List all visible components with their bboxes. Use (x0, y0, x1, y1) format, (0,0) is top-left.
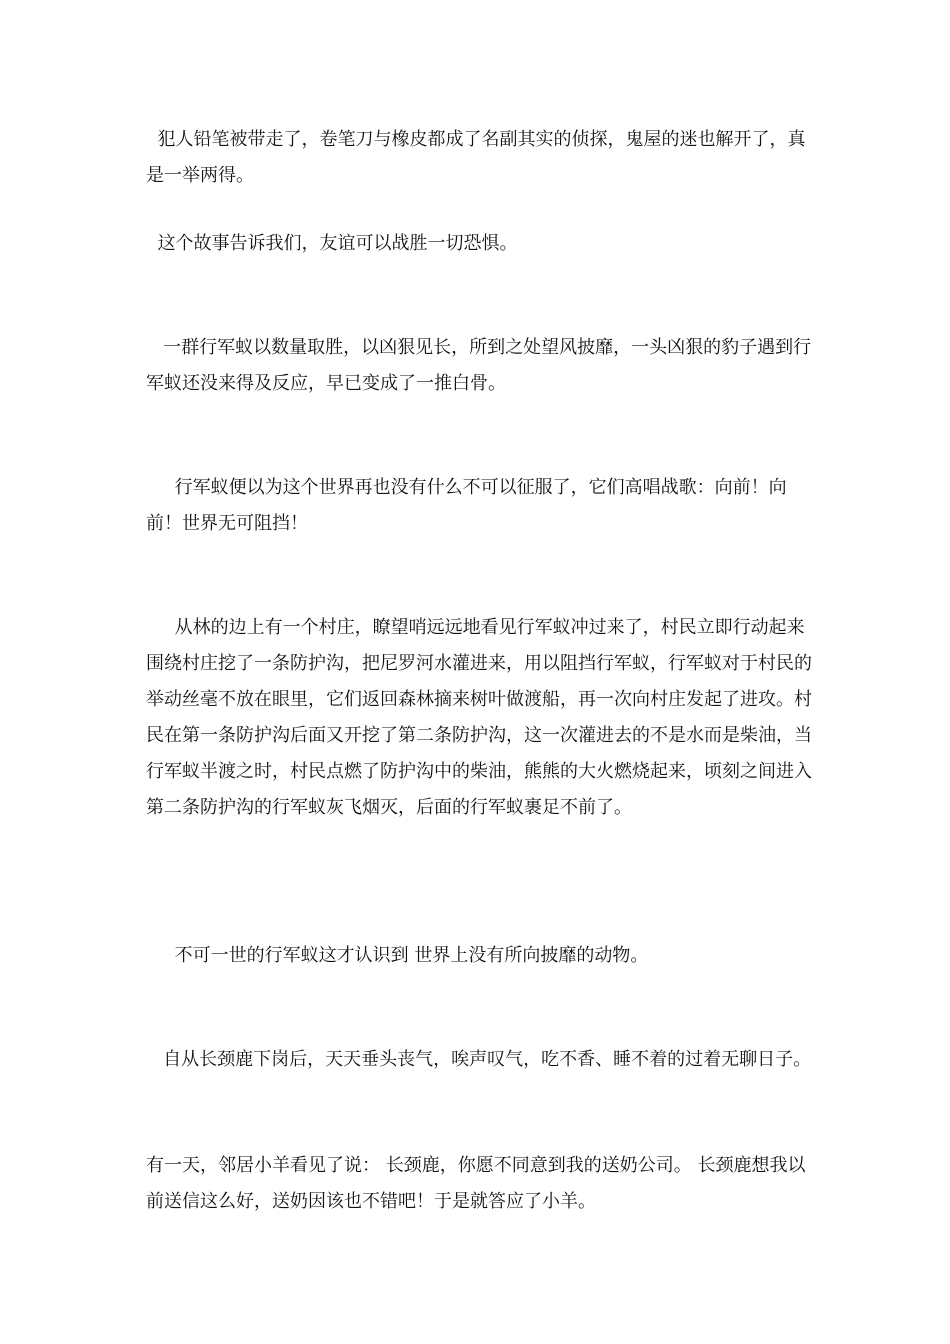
paragraph-village-defense: 从林的边上有一个村庄，瞭望哨远远地看见行军蚁冲过来了，村民立即行动起来围绕村庄挖了一条防护沟，把尼罗河水灌进来，用以阻挡行军蚁，行军蚁对于村民的举动丝毫不放在眼里，它们返回森林摘来树叶做渡船，再一次向村庄发起了进攻。村民在第一条防护沟后面又开挖了第二条防护沟，这一次灌进去的不是水而是柴油，当行军蚁半渡之时，村民点燃了防护沟中的柴油，熊熊的大火燃烧起来，顷刻之间进入第二条防护沟的行军蚁灰飞烟灭，后面的行军蚁裹足不前了。 (146, 617, 812, 818)
paragraph-giraffe-intro: 自从长颈鹿下岗后，天天垂头丧气，唉声叹气，吃不香、睡不着的过着无聊日子。 (146, 1049, 812, 1070)
paragraph-friendship-moral: 这个故事告诉我们，友谊可以战胜一切恐惧。 (146, 233, 518, 254)
paragraph-pencil-story-ending: 犯人铅笔被带走了，卷笔刀与橡皮都成了名副其实的侦探，鬼屋的迷也解开了，真是一举两得。 (146, 129, 806, 186)
paragraph-army-ants-lesson: 不可一世的行军蚁这才认识到 世界上没有所向披靡的动物。 (146, 945, 649, 966)
paragraph-army-ants-song: 行军蚁便以为这个世界再也没有什么不可以征服了，它们高唱战歌：向前！向前！世界无可阻挡！ (146, 477, 787, 534)
paragraph-giraffe-milk-company: 有一天，邻居小羊看见了说： 长颈鹿，你愿不同意到我的送奶公司。 长颈鹿想我以前送信这么好，送奶因该也不错吧！于是就答应了小羊。 (146, 1155, 806, 1212)
paragraph-army-ants-intro: 一群行军蚁以数量取胜，以凶狠见长，所到之处望风披靡，一头凶狠的豹子遇到行军蚁还没来得及反应，早已变成了一推白骨。 (146, 337, 812, 394)
